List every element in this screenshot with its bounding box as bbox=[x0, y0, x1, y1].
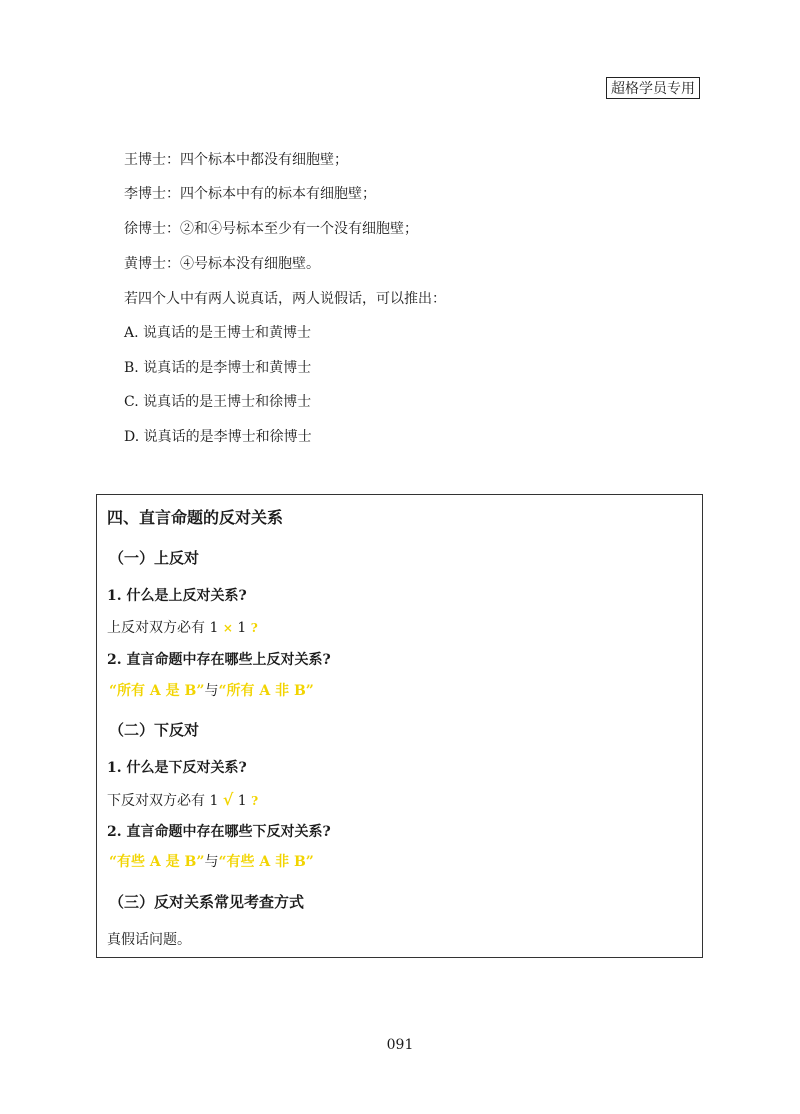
option-a: A. 说真话的是王博士和黄博士 bbox=[124, 325, 312, 341]
lower-a1-prefix: 下反对双方必有 1 bbox=[107, 793, 219, 809]
question-stem: 若四个人中有两人说真话，两人说假话，可以推出： bbox=[124, 291, 446, 307]
methods-heading: （三）反对关系常见考查方式 bbox=[109, 893, 305, 911]
statement-huang: 黄博士：④号标本没有细胞壁。 bbox=[124, 256, 320, 272]
lower-q2: 2. 直言命题中存在哪些下反对关系? bbox=[107, 824, 331, 840]
statement-li: 李博士：四个标本中有的标本有细胞壁； bbox=[124, 186, 376, 202]
section-title: 四、直言命题的反对关系 bbox=[107, 508, 284, 527]
upper-a2 bbox=[109, 681, 314, 701]
statement-xu: 徐博士：②和④号标本至少有一个没有细胞壁； bbox=[124, 221, 418, 237]
student-only-stamp: 超格学员专用 bbox=[606, 77, 700, 99]
option-b: B. 说真话的是李博士和黄博士 bbox=[124, 360, 312, 376]
lower-heading: （二）下反对 bbox=[109, 721, 200, 739]
upper-q1: 1. 什么是上反对关系? bbox=[107, 588, 247, 604]
upper-heading: （一）上反对 bbox=[109, 549, 200, 567]
lower-a2 bbox=[109, 852, 314, 872]
concept-box bbox=[96, 494, 703, 958]
upper-a1-num: 1 bbox=[237, 620, 247, 636]
check-symbol: √ bbox=[222, 790, 234, 809]
upper-a2-left: “所有 A 是 B” bbox=[109, 683, 205, 699]
upper-a1-mark: ? bbox=[250, 621, 258, 635]
page-number: 091 bbox=[386, 1037, 414, 1053]
methods-text: 真假话问题。 bbox=[107, 932, 191, 948]
cross-symbol: × bbox=[222, 621, 233, 635]
statement-wang: 王博士：四个标本中都没有细胞壁； bbox=[124, 152, 348, 168]
option-c: C. 说真话的是王博士和徐博士 bbox=[124, 394, 312, 410]
upper-q2: 2. 直言命题中存在哪些上反对关系? bbox=[107, 652, 331, 668]
lower-a2-left: “有些 A 是 B” bbox=[109, 854, 205, 870]
lower-a1-mark: ? bbox=[251, 794, 259, 808]
upper-a1-prefix: 上反对双方必有 1 bbox=[107, 620, 219, 636]
option-d: D. 说真话的是李博士和徐博士 bbox=[124, 429, 312, 445]
lower-a1 bbox=[107, 790, 258, 811]
lower-a2-mid: 与 bbox=[204, 854, 219, 870]
upper-a2-right: “所有 A 非 B” bbox=[218, 683, 314, 699]
lower-q1: 1. 什么是下反对关系? bbox=[107, 760, 247, 776]
upper-a1 bbox=[107, 618, 258, 638]
lower-a1-num: 1 bbox=[237, 793, 247, 809]
lower-a2-right: “有些 A 非 B” bbox=[218, 854, 314, 870]
upper-a2-mid: 与 bbox=[204, 683, 219, 699]
